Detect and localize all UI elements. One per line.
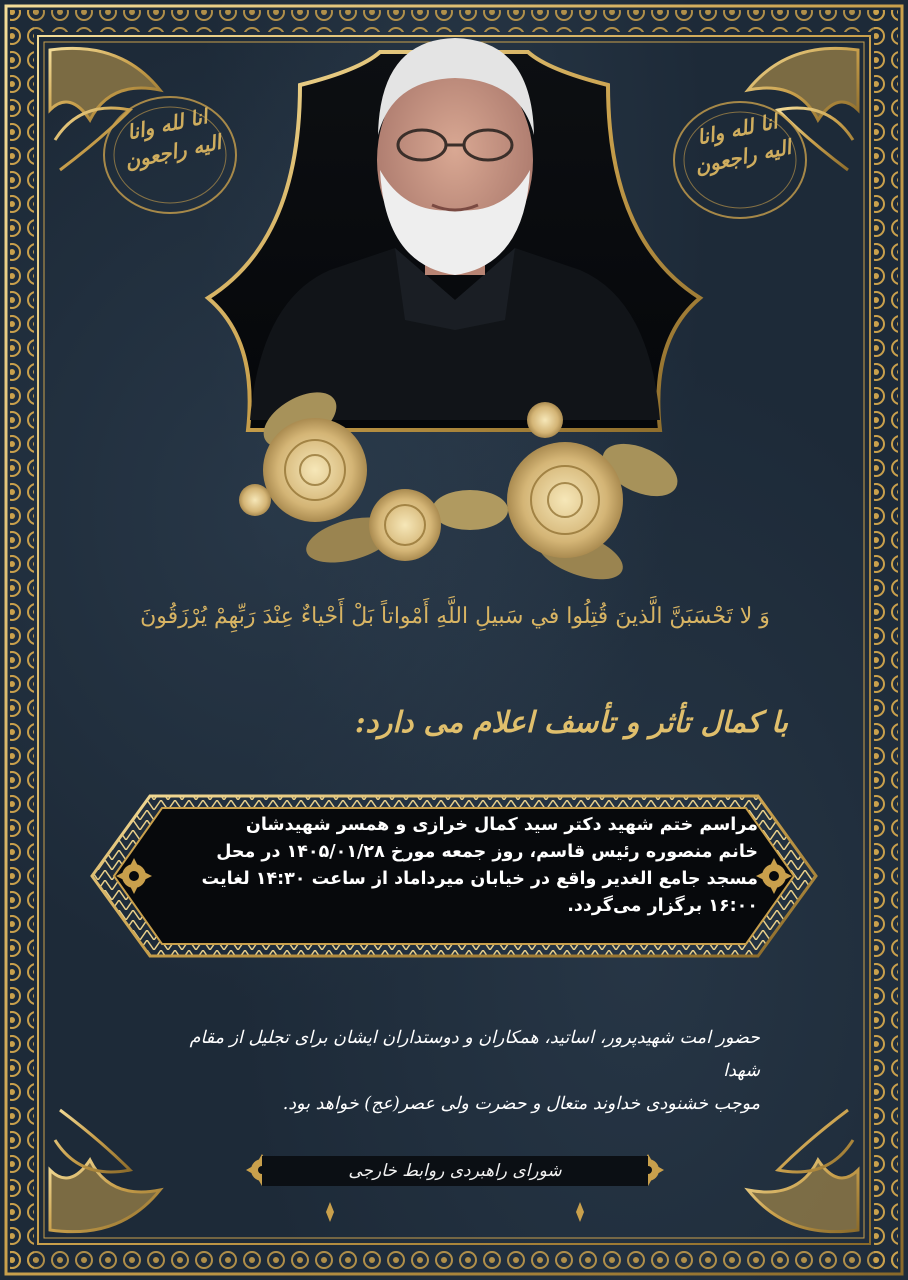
signature-text: شورای راهبردی روابط خارجی <box>348 1161 562 1181</box>
portrait-photo <box>208 38 700 430</box>
ceremony-line: مراسم ختم شهید دکتر سید کمال خرازی و همسر شهیدشان <box>245 815 758 835</box>
ceremony-details <box>150 812 758 942</box>
invitation-line: حضور امت شهیدپرور، اساتید، همکاران و دوستداران ایشان برای تجلیل از مقام شهدا <box>189 1028 760 1081</box>
announcement-heading: با کمال تأثر و تأسف اعلام می دارد: <box>354 705 788 739</box>
ceremony-line: خانم منصوره رئیس قاسم، روز جمعه مورخ ۱۴۰۵/۰۱/۲۸ در محل <box>216 842 758 862</box>
ceremony-line: مسجد جامع الغدیر واقع در خیابان میرداماد از ساعت ۱۴:۳۰ لغایت <box>201 869 758 889</box>
invitation-text <box>150 1022 760 1121</box>
invitation-line: موجب خشنودی خداوند متعال و حضرت ولی عصر(عج) خواهد بود. <box>282 1094 760 1114</box>
ceremony-line: ۱۶:۰۰ برگزار می‌گردد. <box>567 896 758 916</box>
header-calligraphy-left: انا لله وانا الیه راجعون <box>122 104 224 174</box>
header-calligraphy-right: انا لله وانا الیه راجعون <box>692 109 794 179</box>
quran-verse: وَ لا تَحْسَبَنَّ الَّذينَ قُتِلُوا في سَبيلِ اللَّهِ أَمْواتاً بَلْ أَحْياءٌ عِنْدَ رَبِّهِمْ يُرْزَقُونَ <box>140 604 770 629</box>
